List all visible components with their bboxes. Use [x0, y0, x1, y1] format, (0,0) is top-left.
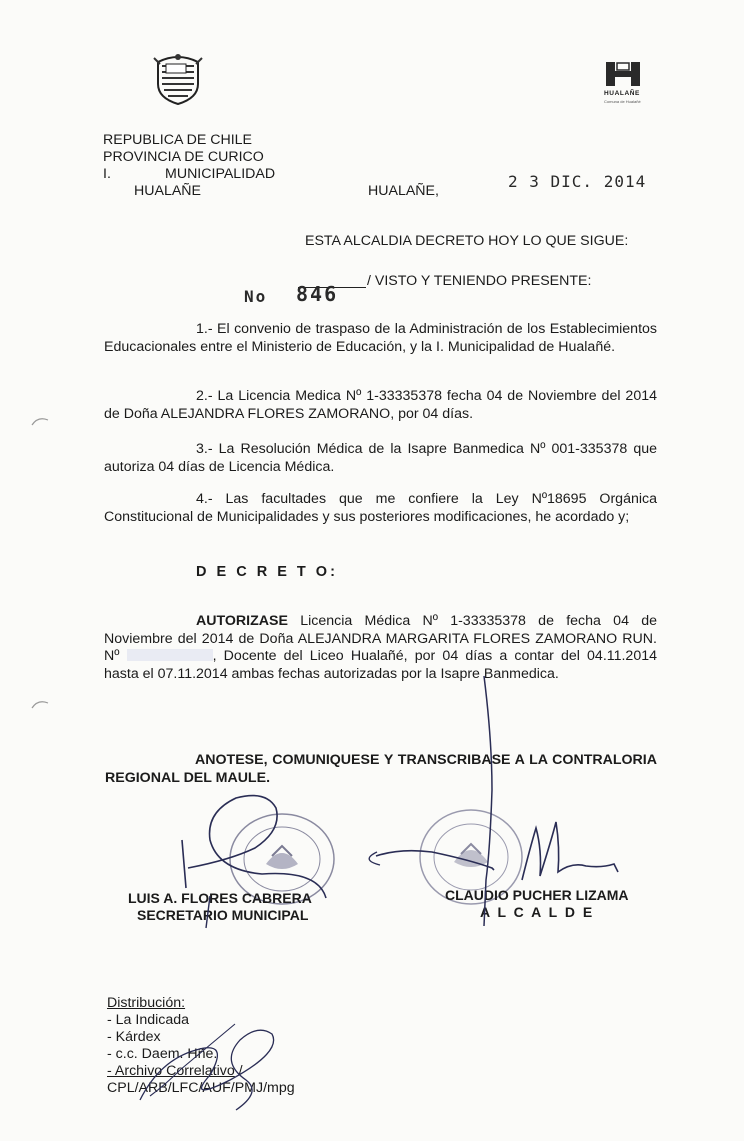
decreto-heading: D E C R E T O: — [196, 564, 338, 580]
org-line-4: HUALAÑE — [134, 183, 202, 199]
considerando-3: 3.- La Resolución Médica de la Isapre Banmedica Nº 001-335378 que autoriza 04 días de Licencia Médica. — [104, 441, 657, 475]
decree-number: 846 — [296, 282, 339, 306]
distribution-heading: Distribución: — [107, 995, 186, 1011]
municipal-crest-icon — [152, 52, 204, 106]
decree-intro: ESTA ALCALDIA DECRETO HOY LO QUE SIGUE: — [305, 233, 629, 249]
distribution-item-2: - Kárdex — [107, 1029, 161, 1045]
visto-label: / VISTO Y TENIENDO PRESENTE: — [367, 273, 592, 289]
redacted-run — [127, 649, 213, 661]
closing-statement: ANOTESE, COMUNIQUESE Y TRANSCRIBASE A LA CONTRALORIA REGIONAL DEL MAULE. — [105, 752, 657, 786]
distribution-initials: CPL/ARB/LFC/AUF/PMJ/mpg — [107, 1080, 295, 1096]
distribution-archivo: - Archivo Correlativo / — [107, 1063, 243, 1079]
org-line-2: PROVINCIA DE CURICO — [103, 149, 264, 165]
place-label: HUALAÑE, — [368, 183, 439, 199]
resolution-paragraph: AUTORIZASE Licencia Médica Nº 1-33335378 de fecha 04 de Noviembre del 2014 de Doña ALEJANDRA MARGARITA FLORES ZAMORANO RUN. Nº , Docente del Liceo Hualañé, por 04 días a contar del 04.11.2014 hasta el 07.11.2014 ambas fechas autorizadas por la Isapre Banmedica. — [104, 613, 657, 682]
org-line-3-prefix: I. — [103, 166, 111, 182]
considerando-2: 2.- La Licencia Medica Nº 1-33335378 fecha 04 de Noviembre del 2014 de Doña ALEJANDRA FLORES ZAMORANO, por 04 días. — [104, 388, 657, 422]
distribution-item-3: - c.c. Daem. Hñe. — [107, 1046, 218, 1062]
secretary-title: SECRETARIO MUNICIPAL — [137, 907, 309, 923]
logo-text: HUALAÑE — [604, 90, 640, 97]
mayor-title: A L C A L D E — [480, 904, 595, 920]
date-stamp: 2 3 DIC. 2014 — [508, 172, 647, 191]
distribution-item-1: - La Indicada — [107, 1012, 190, 1028]
decree-number-prefix: No — [244, 287, 268, 306]
hualane-logo-icon — [604, 60, 642, 88]
org-line-3: MUNICIPALIDAD — [165, 166, 276, 182]
mayor-name: CLAUDIO PUCHER LIZAMA — [445, 887, 629, 903]
considerando-4: 4.- Las facultades que me confiere la Ley Nº18695 Orgánica Constitucional de Municipalidades y sus posteriores modificaciones, he acordado y; — [104, 491, 657, 525]
considerando-1: 1.- El convenio de traspaso de la Administración de los Establecimientos Educacionales entre el Ministerio de Educación, y la I. Municipalidad de Hualañé. — [104, 321, 657, 355]
logo-subtext: Comuna de Hualañé — [604, 99, 641, 104]
secretary-name: LUIS A. FLORES CABRERA — [128, 890, 312, 906]
org-line-1: REPUBLICA DE CHILE — [103, 132, 253, 148]
